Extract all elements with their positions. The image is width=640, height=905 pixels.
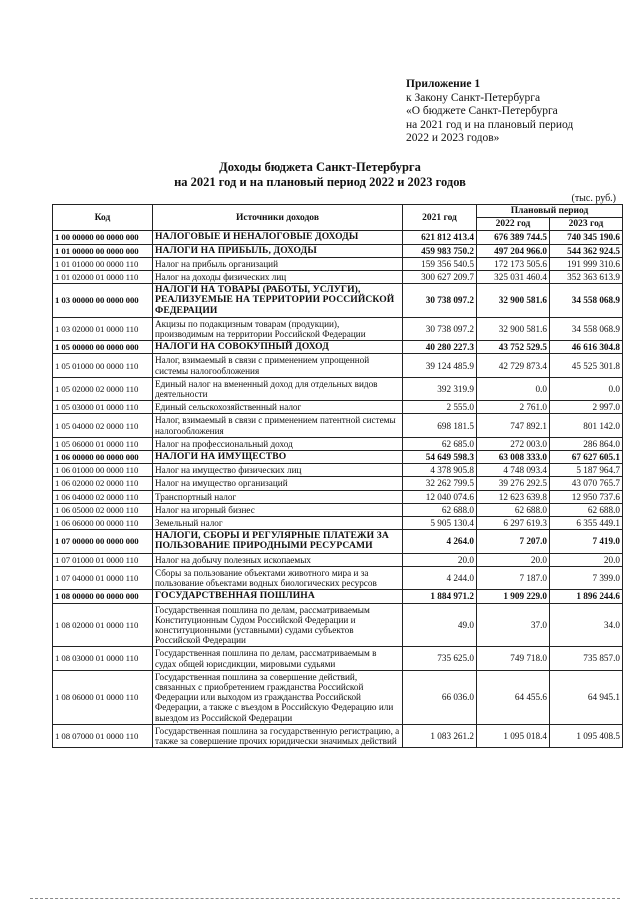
row-value-2022: 325 031 460.4 (477, 271, 550, 284)
row-code: 1 05 00000 00 0000 000 (53, 341, 153, 354)
row-value-2021: 39 124 485.9 (403, 354, 477, 377)
table-row (53, 590, 623, 603)
row-value-2022: 747 892.1 (477, 414, 550, 437)
row-source-name: Налог на добычу полезных ископаемых (153, 553, 403, 566)
row-value-2023: 64 945.1 (550, 670, 623, 724)
row-value-2023: 45 525 301.8 (550, 354, 623, 377)
row-value-2023: 801 142.0 (550, 414, 623, 437)
row-source-name: Налог на игорный бизнес (153, 503, 403, 516)
row-code: 1 00 00000 00 0000 000 (53, 231, 153, 244)
row-source-name: Налог на имущество физических лиц (153, 464, 403, 477)
header-2021: 2021 год (403, 205, 477, 231)
row-value-2023: 34 558 068.9 (550, 317, 623, 340)
table-row (53, 553, 623, 566)
row-value-2022: 1 095 018.4 (477, 724, 550, 747)
row-source-name: НАЛОГИ НА ИМУЩЕСТВО (153, 451, 403, 464)
table-row (53, 284, 623, 318)
table-row (53, 464, 623, 477)
table-row (53, 477, 623, 490)
row-source-name: Налог, взимаемый в связи с применением упрощенной системы налогообложения (153, 354, 403, 377)
row-value-2023: 0.0 (550, 377, 623, 400)
row-value-2023: 352 363 613.9 (550, 271, 623, 284)
row-value-2023: 5 187 964.7 (550, 464, 623, 477)
row-value-2021: 20.0 (403, 553, 477, 566)
row-value-2021: 300 627 209.7 (403, 271, 477, 284)
row-value-2021: 735 625.0 (403, 647, 477, 670)
row-value-2022: 37.0 (477, 603, 550, 647)
table-row (53, 517, 623, 530)
appendix-line: на 2021 год и на плановый период (406, 118, 574, 131)
row-value-2022: 43 752 529.5 (477, 341, 550, 354)
row-value-2021: 12 040 074.6 (403, 490, 477, 503)
document-title (0, 160, 640, 190)
row-source-name: Земельный налог (153, 517, 403, 530)
header-2022: 2022 год (477, 218, 550, 231)
row-source-name: Налог на профессиональный доход (153, 437, 403, 450)
footer-divider (30, 898, 620, 899)
row-source-name: Государственная пошлина за государственную регистрацию, а также за совершение прочих юридически значимых действий (153, 724, 403, 747)
row-source-name: НАЛОГИ НА СОВОКУПНЫЙ ДОХОД (153, 341, 403, 354)
row-value-2021: 54 649 598.3 (403, 451, 477, 464)
row-source-name: НАЛОГИ НА ПРИБЫЛЬ, ДОХОДЫ (153, 244, 403, 257)
revenue-table (52, 204, 623, 748)
row-source-name: ГОСУДАРСТВЕННАЯ ПОШЛИНА (153, 590, 403, 603)
row-value-2021: 2 555.0 (403, 401, 477, 414)
row-code: 1 08 07000 01 0000 110 (53, 724, 153, 747)
header-row (53, 205, 623, 218)
table-row (53, 670, 623, 724)
row-value-2023: 191 999 310.6 (550, 257, 623, 270)
row-value-2022: 12 623 639.8 (477, 490, 550, 503)
row-source-name: Государственная пошлина по делам, рассматриваемым в судах общей юрисдикции, мировыми судьями (153, 647, 403, 670)
appendix-line: «О бюджете Санкт-Петербурга (406, 105, 558, 117)
row-code: 1 05 06000 01 0000 110 (53, 437, 153, 450)
table-row (53, 451, 623, 464)
row-value-2023: 20.0 (550, 553, 623, 566)
table-row (53, 244, 623, 257)
table-row (53, 414, 623, 437)
row-code: 1 05 01000 00 0000 110 (53, 354, 153, 377)
row-value-2021: 49.0 (403, 603, 477, 647)
row-value-2021: 4 378 905.8 (403, 464, 477, 477)
row-value-2021: 30 738 097.2 (403, 317, 477, 340)
row-code: 1 05 02000 02 0000 110 (53, 377, 153, 400)
row-value-2023: 7 419.0 (550, 530, 623, 553)
row-code: 1 08 02000 01 0000 110 (53, 603, 153, 647)
row-value-2021: 621 812 413.4 (403, 231, 477, 244)
table-row (53, 647, 623, 670)
row-source-name: Акцизы по подакцизным товарам (продукции), производимым на территории Российской Федерации (153, 317, 403, 340)
row-value-2022: 1 909 229.0 (477, 590, 550, 603)
row-value-2023: 34 558 068.9 (550, 284, 623, 318)
row-source-name: Налог на доходы физических лиц (153, 271, 403, 284)
header-2023: 2023 год (550, 218, 623, 231)
table-row (53, 490, 623, 503)
row-value-2021: 1 884 971.2 (403, 590, 477, 603)
row-value-2021: 159 356 540.5 (403, 257, 477, 270)
table-row (53, 354, 623, 377)
title-line-1: Доходы бюджета Санкт-Петербурга (219, 160, 421, 174)
row-code: 1 01 00000 00 0000 000 (53, 244, 153, 257)
row-value-2022: 676 389 744.5 (477, 231, 550, 244)
row-source-name: Налог на имущество организаций (153, 477, 403, 490)
table-row (53, 231, 623, 244)
table-row (53, 257, 623, 270)
table-row (53, 724, 623, 747)
row-code: 1 05 04000 02 0000 110 (53, 414, 153, 437)
appendix-block (406, 78, 626, 146)
row-value-2022: 32 900 581.6 (477, 317, 550, 340)
row-value-2021: 698 181.5 (403, 414, 477, 437)
row-source-name: Государственная пошлина по делам, рассматриваемым Конституционным Судом Российской Федерации и конституционными (уставными) судами субъектов Российской Федерации (153, 603, 403, 647)
row-value-2023: 286 864.0 (550, 437, 623, 450)
row-source-name: НАЛОГОВЫЕ И НЕНАЛОГОВЫЕ ДОХОДЫ (153, 231, 403, 244)
row-value-2023: 2 997.0 (550, 401, 623, 414)
row-value-2023: 1 095 408.5 (550, 724, 623, 747)
row-value-2022: 7 187.0 (477, 566, 550, 589)
row-value-2023: 43 070 765.7 (550, 477, 623, 490)
row-value-2023: 67 627 605.1 (550, 451, 623, 464)
row-value-2023: 62 688.0 (550, 503, 623, 516)
row-source-name: Единый сельскохозяйственный налог (153, 401, 403, 414)
row-value-2023: 740 345 190.6 (550, 231, 623, 244)
table-row (53, 530, 623, 553)
row-code: 1 08 03000 01 0000 110 (53, 647, 153, 670)
row-code: 1 01 01000 00 0000 110 (53, 257, 153, 270)
row-value-2022: 272 003.0 (477, 437, 550, 450)
table-row (53, 566, 623, 589)
row-code: 1 03 00000 00 0000 000 (53, 284, 153, 318)
row-value-2023: 12 950 737.6 (550, 490, 623, 503)
row-code: 1 07 00000 00 0000 000 (53, 530, 153, 553)
table-row (53, 437, 623, 450)
row-value-2022: 42 729 873.4 (477, 354, 550, 377)
row-value-2022: 6 297 619.3 (477, 517, 550, 530)
row-value-2021: 32 262 799.5 (403, 477, 477, 490)
row-code: 1 06 04000 02 0000 110 (53, 490, 153, 503)
row-value-2022: 63 008 333.0 (477, 451, 550, 464)
row-value-2021: 5 905 130.4 (403, 517, 477, 530)
row-value-2023: 544 362 924.5 (550, 244, 623, 257)
row-value-2022: 2 761.0 (477, 401, 550, 414)
row-source-name: Налог, взимаемый в связи с применением патентной системы налогообложения (153, 414, 403, 437)
row-value-2021: 392 319.9 (403, 377, 477, 400)
row-source-name: Транспортный налог (153, 490, 403, 503)
row-source-name: Налог на прибыль организаций (153, 257, 403, 270)
row-value-2022: 39 276 292.5 (477, 477, 550, 490)
table-row (53, 503, 623, 516)
row-value-2022: 7 207.0 (477, 530, 550, 553)
appendix-line: к Закону Санкт-Петербурга (406, 91, 541, 104)
table-row (53, 341, 623, 354)
row-source-name: Сборы за пользование объектами животного мира и за пользование объектами водных биологических ресурсов (153, 566, 403, 589)
row-code: 1 06 05000 02 0000 110 (53, 503, 153, 516)
table-row (53, 401, 623, 414)
row-value-2021: 62 685.0 (403, 437, 477, 450)
row-source-name: НАЛОГИ, СБОРЫ И РЕГУЛЯРНЫЕ ПЛАТЕЖИ ЗА ПОЛЬЗОВАНИЕ ПРИРОДНЫМИ РЕСУРСАМИ (153, 530, 403, 553)
row-value-2022: 172 173 505.6 (477, 257, 550, 270)
row-value-2023: 7 399.0 (550, 566, 623, 589)
row-value-2022: 64 455.6 (477, 670, 550, 724)
row-code: 1 06 02000 02 0000 110 (53, 477, 153, 490)
row-value-2023: 34.0 (550, 603, 623, 647)
table-row (53, 271, 623, 284)
row-code: 1 06 01000 00 0000 110 (53, 464, 153, 477)
row-value-2021: 4 244.0 (403, 566, 477, 589)
row-value-2023: 6 355 449.1 (550, 517, 623, 530)
row-value-2022: 0.0 (477, 377, 550, 400)
title-line-2: на 2021 год и на плановый период 2022 и 2023 годов (174, 175, 466, 189)
row-source-name: НАЛОГИ НА ТОВАРЫ (РАБОТЫ, УСЛУГИ), РЕАЛИЗУЕМЫЕ НА ТЕРРИТОРИИ РОССИЙСКОЙ ФЕДЕРАЦИИ (153, 284, 403, 318)
row-value-2022: 32 900 581.6 (477, 284, 550, 318)
row-value-2021: 40 280 227.3 (403, 341, 477, 354)
row-code: 1 05 03000 01 0000 110 (53, 401, 153, 414)
row-value-2021: 4 264.0 (403, 530, 477, 553)
row-code: 1 07 04000 01 0000 110 (53, 566, 153, 589)
row-value-2021: 1 083 261.2 (403, 724, 477, 747)
units-note: (тыс. руб.) (571, 193, 616, 204)
appendix-heading: Приложение 1 (406, 78, 481, 90)
row-value-2023: 735 857.0 (550, 647, 623, 670)
row-value-2021: 62 688.0 (403, 503, 477, 516)
row-code: 1 06 00000 00 0000 000 (53, 451, 153, 464)
row-code: 1 01 02000 01 0000 110 (53, 271, 153, 284)
row-value-2023: 1 896 244.6 (550, 590, 623, 603)
appendix-line: 2022 и 2023 годов» (406, 132, 500, 144)
row-value-2022: 497 204 966.0 (477, 244, 550, 257)
row-value-2022: 62 688.0 (477, 503, 550, 516)
table-row (53, 317, 623, 340)
row-value-2021: 30 738 097.2 (403, 284, 477, 318)
row-source-name: Единый налог на вмененный доход для отдельных видов деятельности (153, 377, 403, 400)
header-code: Код (53, 205, 153, 231)
row-source-name: Государственная пошлина за совершение действий, связанных с приобретением гражданства Российской Федерации или выходом из гражданства Российской Федерации, а также с въездом в Российскую Федерацию или выездом из Российской Федерации (153, 670, 403, 724)
table-row (53, 603, 623, 647)
row-value-2022: 4 748 093.4 (477, 464, 550, 477)
row-value-2022: 20.0 (477, 553, 550, 566)
row-code: 1 06 06000 00 0000 110 (53, 517, 153, 530)
row-value-2021: 66 036.0 (403, 670, 477, 724)
row-code: 1 07 01000 01 0000 110 (53, 553, 153, 566)
header-planned-period: Плановый период (477, 205, 623, 218)
table-row (53, 377, 623, 400)
row-code: 1 08 06000 01 0000 110 (53, 670, 153, 724)
row-value-2023: 46 616 304.8 (550, 341, 623, 354)
row-value-2022: 749 718.0 (477, 647, 550, 670)
row-code: 1 08 00000 00 0000 000 (53, 590, 153, 603)
row-code: 1 03 02000 01 0000 110 (53, 317, 153, 340)
row-value-2021: 459 983 750.2 (403, 244, 477, 257)
header-source: Источники доходов (153, 205, 403, 231)
